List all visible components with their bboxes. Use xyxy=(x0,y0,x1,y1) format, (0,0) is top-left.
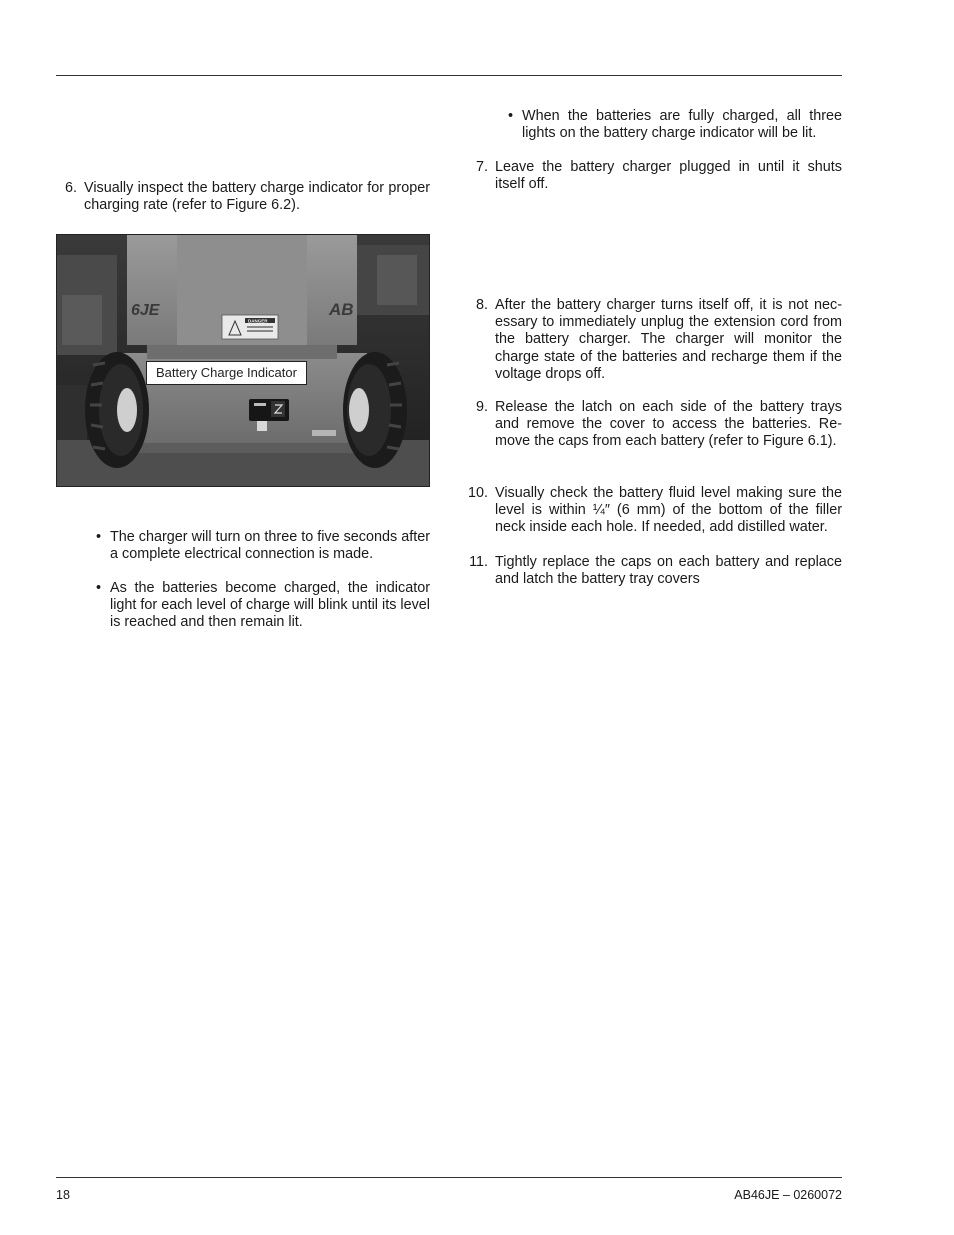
page-number: 18 xyxy=(56,1188,70,1202)
step-text: Tightly replace the caps on each battery and replace and latch the battery tray covers xyxy=(495,554,842,588)
bullet-fully-charged xyxy=(508,108,842,142)
step-8 xyxy=(462,297,842,383)
bullet-text: As the batteries become charged, the indicator light for each level of charge will blink until its level is reached and then remain lit. xyxy=(110,580,430,631)
bullet-indicator-blink xyxy=(96,580,430,632)
bullet-dot: • xyxy=(96,529,102,545)
header-rule xyxy=(56,75,842,76)
model-text-left: 6JE xyxy=(131,302,160,319)
step-6 xyxy=(56,180,430,214)
bullet-dot: • xyxy=(96,580,102,596)
step-number: 11. xyxy=(469,554,488,570)
right-wheel xyxy=(343,352,407,468)
bullet-charger-turn-on xyxy=(96,529,430,563)
step-text: Visually inspect the battery charge indicator for proper charging rate (refer to Figure 6.2). xyxy=(84,180,430,214)
battery-charge-indicator-photo xyxy=(56,234,430,487)
step-10 xyxy=(462,485,842,537)
battery-charge-indicator-callout: Battery Charge Indicator xyxy=(146,361,307,385)
bullet-text: When the batteries are fully charged, all three lights on the battery charge indicator will be lit. xyxy=(522,108,842,142)
danger-decal xyxy=(222,315,278,339)
step-text: Leave the battery charger plugged in until it shuts itself off. xyxy=(495,159,842,193)
step-number: 7. xyxy=(475,159,488,175)
svg-text:DANGER: DANGER xyxy=(248,318,268,324)
step-text: Release the latch on each side of the battery trays and remove the cover to access the batteries. Re-move the caps from each battery (refer to Figure 6.1). xyxy=(495,399,842,450)
step-number: 10. xyxy=(467,485,488,501)
model-text-right: AB xyxy=(329,300,354,319)
step-number: 6. xyxy=(64,180,77,196)
footer-rule xyxy=(56,1177,842,1178)
step-9 xyxy=(462,399,842,451)
left-wheel xyxy=(85,352,149,468)
step-text: Visually check the battery fluid level making sure the level is within ¼″ (6 mm) of the bottom of the filler neck inside each hole. If needed, add distilled water. xyxy=(495,485,842,536)
step-11 xyxy=(462,554,842,588)
step-number: 8. xyxy=(475,297,488,313)
step-7 xyxy=(462,159,842,193)
step-text: After the battery charger turns itself off, it is not nec-essary to immediately unplug the extension cord from the battery charger. The charger will monitor the charge state of the batteries and recharge them if the voltage drops off. xyxy=(495,297,842,382)
step-number: 9. xyxy=(475,399,488,415)
bullet-dot: • xyxy=(508,108,514,124)
bullet-text: The charger will turn on three to five seconds after a complete electrical connection is made. xyxy=(110,529,430,563)
document-id: AB46JE – 0260072 xyxy=(734,1188,842,1202)
